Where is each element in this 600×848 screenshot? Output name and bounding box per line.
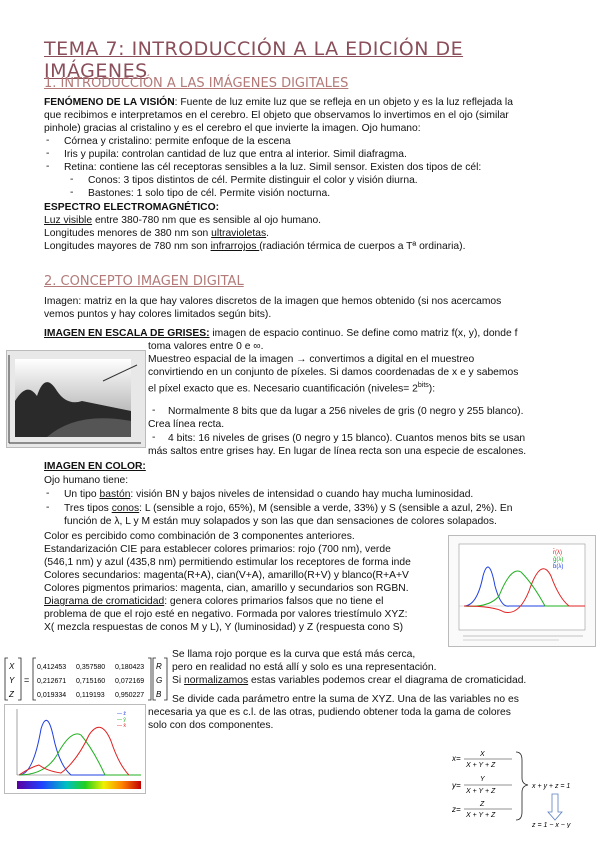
xyz-text-3b: estas variables podemos crear el diagrama de cromaticidad. xyxy=(248,675,527,686)
eq-x-label: x= xyxy=(452,754,461,763)
bullet-dash: - xyxy=(70,174,74,185)
color-paragraph xyxy=(44,530,444,634)
eq-sum: x + y + z = 1 xyxy=(532,783,571,790)
eq-z-num: Z xyxy=(480,801,485,808)
vision-line-2: que recibimos e interpretamos en el cerebro. El objeto que observamos lo invertimos en el ojo (similar xyxy=(44,110,509,121)
color-text-2: Estandarización CIE para establecer colores primarios: rojo (700 nm), verde xyxy=(44,544,391,555)
bullet-dash: - xyxy=(46,488,50,499)
legend-r: r̄(λ) xyxy=(553,550,562,556)
baston-term: bastón xyxy=(99,489,131,500)
imagen-paragraph xyxy=(44,295,564,321)
xyz-text-5: necesaria ya que es c.l. de las otras, pudiendo obtener toda la gama de colores xyxy=(148,707,511,718)
xyz-legend-y: — ȳ xyxy=(117,717,126,723)
grayscale-photo-svg xyxy=(7,351,145,447)
cie-xyz-svg xyxy=(5,705,145,793)
curve-y xyxy=(19,734,141,775)
var-b: B xyxy=(156,690,162,699)
xyz-text-4: Se divide cada parámetro entre la suma de XYZ. Una de las variables no es xyxy=(172,694,519,705)
bracket-matrix-left xyxy=(33,658,36,700)
page-title: TEMA 7: INTRODUCCIÓN A LA EDICIÓN DE IMÁGENES xyxy=(44,38,464,82)
var-r: R xyxy=(156,662,162,671)
eq-z-den: X + Y + Z xyxy=(466,812,496,819)
color-text-5: Colores pigmentos primarios: magenta, cian, amarillo y secundarios son RGBN. xyxy=(44,583,409,594)
eq-y-label: y= xyxy=(452,781,461,790)
m01: 0,357580 xyxy=(76,664,106,671)
spectrum-bar xyxy=(17,781,141,789)
baston-text: : visión BN y bajos niveles de intensidad o cuando hay mucha luminosidad. xyxy=(130,489,474,500)
bullet-retina: Retina: contiene las cél receptoras sensibles a la luz. Simil sensor. Existen dos tipos de cél: xyxy=(64,162,482,173)
var-g: G xyxy=(156,676,163,685)
conos-term: conos xyxy=(111,503,140,514)
color-text-6: : genera colores primarios falsos que no tiene el xyxy=(164,596,384,607)
bullet-conos-color xyxy=(64,502,589,528)
grises-text-4: convirtiendo en un conjunto de píxeles. Si damos coordenadas de x e y sabemos xyxy=(148,367,519,378)
bullet-conos: Conos: 3 tipos distintos de cél. Permite distinguir el color y visión diurna. xyxy=(88,175,418,186)
xyz-legend-x: — x̄ xyxy=(117,723,126,729)
m12: 0,072169 xyxy=(115,678,145,685)
m21: 0,119193 xyxy=(76,692,105,699)
bullet-dash: - xyxy=(46,502,50,513)
xyz-paragraph xyxy=(172,648,592,687)
imagen-line-1: Imagen: matriz en la que hay valores discretos de la imagen que hemos obtenido (si nos acercamos xyxy=(44,296,502,307)
var-x: X xyxy=(9,662,15,671)
eq-x-num: X xyxy=(480,751,485,758)
bullet-dash: - xyxy=(152,432,156,443)
eq-result: z = 1 − x − y xyxy=(532,822,571,828)
color-text-3: (546,1 nm) y azul (435,8 nm) permitiendo estimular los receptores de forma inde xyxy=(44,557,411,568)
vision-line-1: : Fuente de luz emite luz que se refleja en un objeto y es la luz reflejada la xyxy=(174,97,513,108)
vision-paragraph xyxy=(44,96,564,135)
xyz-matrix xyxy=(4,656,169,702)
equals-sign: = xyxy=(24,675,30,685)
m20: 0,019334 xyxy=(37,692,67,699)
bullet-iris: Iris y pupila: controlan cantidad de luz que entra al interior. Simil diafragma. xyxy=(64,149,407,160)
grises-line-1 xyxy=(44,327,574,340)
color-text-4: Colores secundarios: magenta(R+A), cian(V+A), amarillo(R+V) y blanco(R+A+V xyxy=(44,570,409,581)
xyz-matrix-svg xyxy=(4,656,169,702)
espectro-line-3-end: (radiación térmica de cuerpos a Tª ordinaria). xyxy=(259,241,466,252)
grises-text-5-end: ): xyxy=(428,383,436,395)
grises-label: IMAGEN EN ESCALA DE GRISES: xyxy=(44,328,210,339)
m02: 0,180423 xyxy=(115,664,145,671)
espectro-line-1: entre 380-780 nm que es sensible al ojo humano. xyxy=(92,215,322,226)
vision-label: FENÓMENO DE LA VISIÓN xyxy=(44,97,175,108)
equations-svg xyxy=(452,748,596,828)
espectro-label: ESPECTRO ELECTROMAGNÉTICO: xyxy=(44,202,220,213)
cie-xyz-chart xyxy=(4,704,146,794)
curly-brace xyxy=(516,752,528,820)
color-intro: Ojo humano tiene: xyxy=(44,475,129,486)
grises-text-5: el píxel exacto que es. Necesario cuantificación (niveles= 2 xyxy=(148,383,418,395)
bullet-baston xyxy=(64,488,584,501)
m22: 0,950227 xyxy=(115,692,145,699)
xyz-text-2: pero en realidad no está allí y solo es una representación. xyxy=(172,662,437,673)
eq-y-den: X + Y + Z xyxy=(466,788,496,795)
bullet-dash: - xyxy=(46,135,50,146)
section-heading-2: 2. CONCEPTO IMAGEN DIGITAL xyxy=(44,274,244,289)
m00: 0,412453 xyxy=(37,664,67,671)
conos-text-2: función de λ, L y M están muy solapados y son las que dan sensaciones de colores solapados. xyxy=(64,516,497,527)
luz-visible-term: Luz visible xyxy=(44,215,93,226)
vision-line-3: pinhole) gracias al cristalino y es el cerebro el que invierte la imagen. Ojo humano: xyxy=(44,123,421,134)
espectro-line-2: Longitudes menores de 380 nm son xyxy=(44,228,212,239)
cie-rgb-chart xyxy=(448,535,596,647)
bullet-4bits-cont: más saltos entre grises hay. En lugar de línea recta son una especie de escalones. xyxy=(148,446,527,457)
color-text-7: problema de que el rojo esté en negativo. Formada por valores triestímulo XYZ: xyxy=(44,609,408,620)
eq-x-den: X + Y + Z xyxy=(466,762,496,769)
var-y: Y xyxy=(9,676,15,685)
espectro-paragraph xyxy=(44,214,564,253)
bullet-dash: - xyxy=(46,148,50,159)
bullet-8bits: Normalmente 8 bits que da lugar a 256 niveles de gris (0 negro y 255 blanco). xyxy=(168,406,524,417)
chart-frame xyxy=(459,544,585,630)
conos-prefix: Tres tipos xyxy=(64,503,112,514)
grises-text-2: toma valores entre 0 e ∞. xyxy=(148,341,264,352)
conos-text: : L (sensible a rojo, 65%), M (sensible a verde, 33%) y S (sensible a azul, 2%). En xyxy=(139,503,513,514)
eq-y-num: Y xyxy=(480,776,485,783)
var-z: Z xyxy=(9,690,14,699)
cie-rgb-svg xyxy=(449,536,595,646)
normalizamos-term: normalizamos xyxy=(184,675,249,686)
grises-text-1: imagen de espacio continuo. Se define como matriz f(x, y), donde f xyxy=(209,328,518,339)
xyz-legend-z: — z̄ xyxy=(117,711,126,717)
xyz-text-1: Se llama rojo porque es la curva que está más cerca, xyxy=(172,649,416,660)
legend-b: b̄(λ) xyxy=(553,564,564,570)
bullet-dash: - xyxy=(152,405,156,416)
bits-superscript: bits xyxy=(417,382,429,389)
bullet-cornea: Córnea y cristalino: permite enfoque de la escena xyxy=(64,136,291,147)
xyz-paragraph-2 xyxy=(148,693,592,732)
legend-g: ḡ(λ) xyxy=(553,557,564,563)
m10: 0,212671 xyxy=(37,678,67,685)
ultravioletas-term: ultravioletas xyxy=(211,228,267,239)
color-text-1: Color es percibido como combinación de 3 componentes anteriores. xyxy=(44,531,355,542)
imagen-line-2: vemos puntos y hay colores limitados según bits). xyxy=(44,309,272,320)
color-label: IMAGEN EN COLOR: xyxy=(44,461,146,472)
down-arrow xyxy=(548,794,562,820)
eq-z-label: z= xyxy=(452,805,461,814)
color-text-8: X( mezcla respuestas de conos M y L), Y (luminosidad) y Z (respuesta cono S) xyxy=(44,622,404,633)
diagrama-term: Diagrama de cromaticidad xyxy=(44,596,165,607)
bullet-dash: - xyxy=(46,161,50,172)
section-heading-1: 1. INTRODUCCIÓN A LAS IMÁGENES DIGITALES xyxy=(44,76,349,91)
espectro-line-2-end: . xyxy=(266,228,269,239)
bullet-8bits-cont: Crea línea recta. xyxy=(148,419,225,430)
grayscale-photo-figure xyxy=(6,350,146,448)
m11: 0,715160 xyxy=(76,678,106,685)
baston-prefix: Un tipo xyxy=(64,489,100,500)
grises-text-3: Muestreo espacial de la imagen → convertimos a digital en el muestreo xyxy=(148,354,475,365)
grises-paragraph xyxy=(148,340,578,395)
chromaticity-equations xyxy=(452,748,596,828)
espectro-line-3: Longitudes mayores de 780 nm son xyxy=(44,241,211,252)
xyz-text-3a: Si xyxy=(172,675,185,686)
xyz-text-6: solo con dos componentes. xyxy=(148,720,274,731)
bullet-bastones: Bastones: 1 solo tipo de cél. Permite visión nocturna. xyxy=(88,188,331,199)
bracket-left-close xyxy=(18,658,21,700)
bullet-dash: - xyxy=(70,187,74,198)
bracket-left xyxy=(5,658,8,700)
infrarrojos-term: infrarrojos xyxy=(210,241,260,252)
bullet-4bits: 4 bits: 16 niveles de grises (0 negro y 15 blanco). Cuantos menos bits se usan xyxy=(168,433,526,444)
